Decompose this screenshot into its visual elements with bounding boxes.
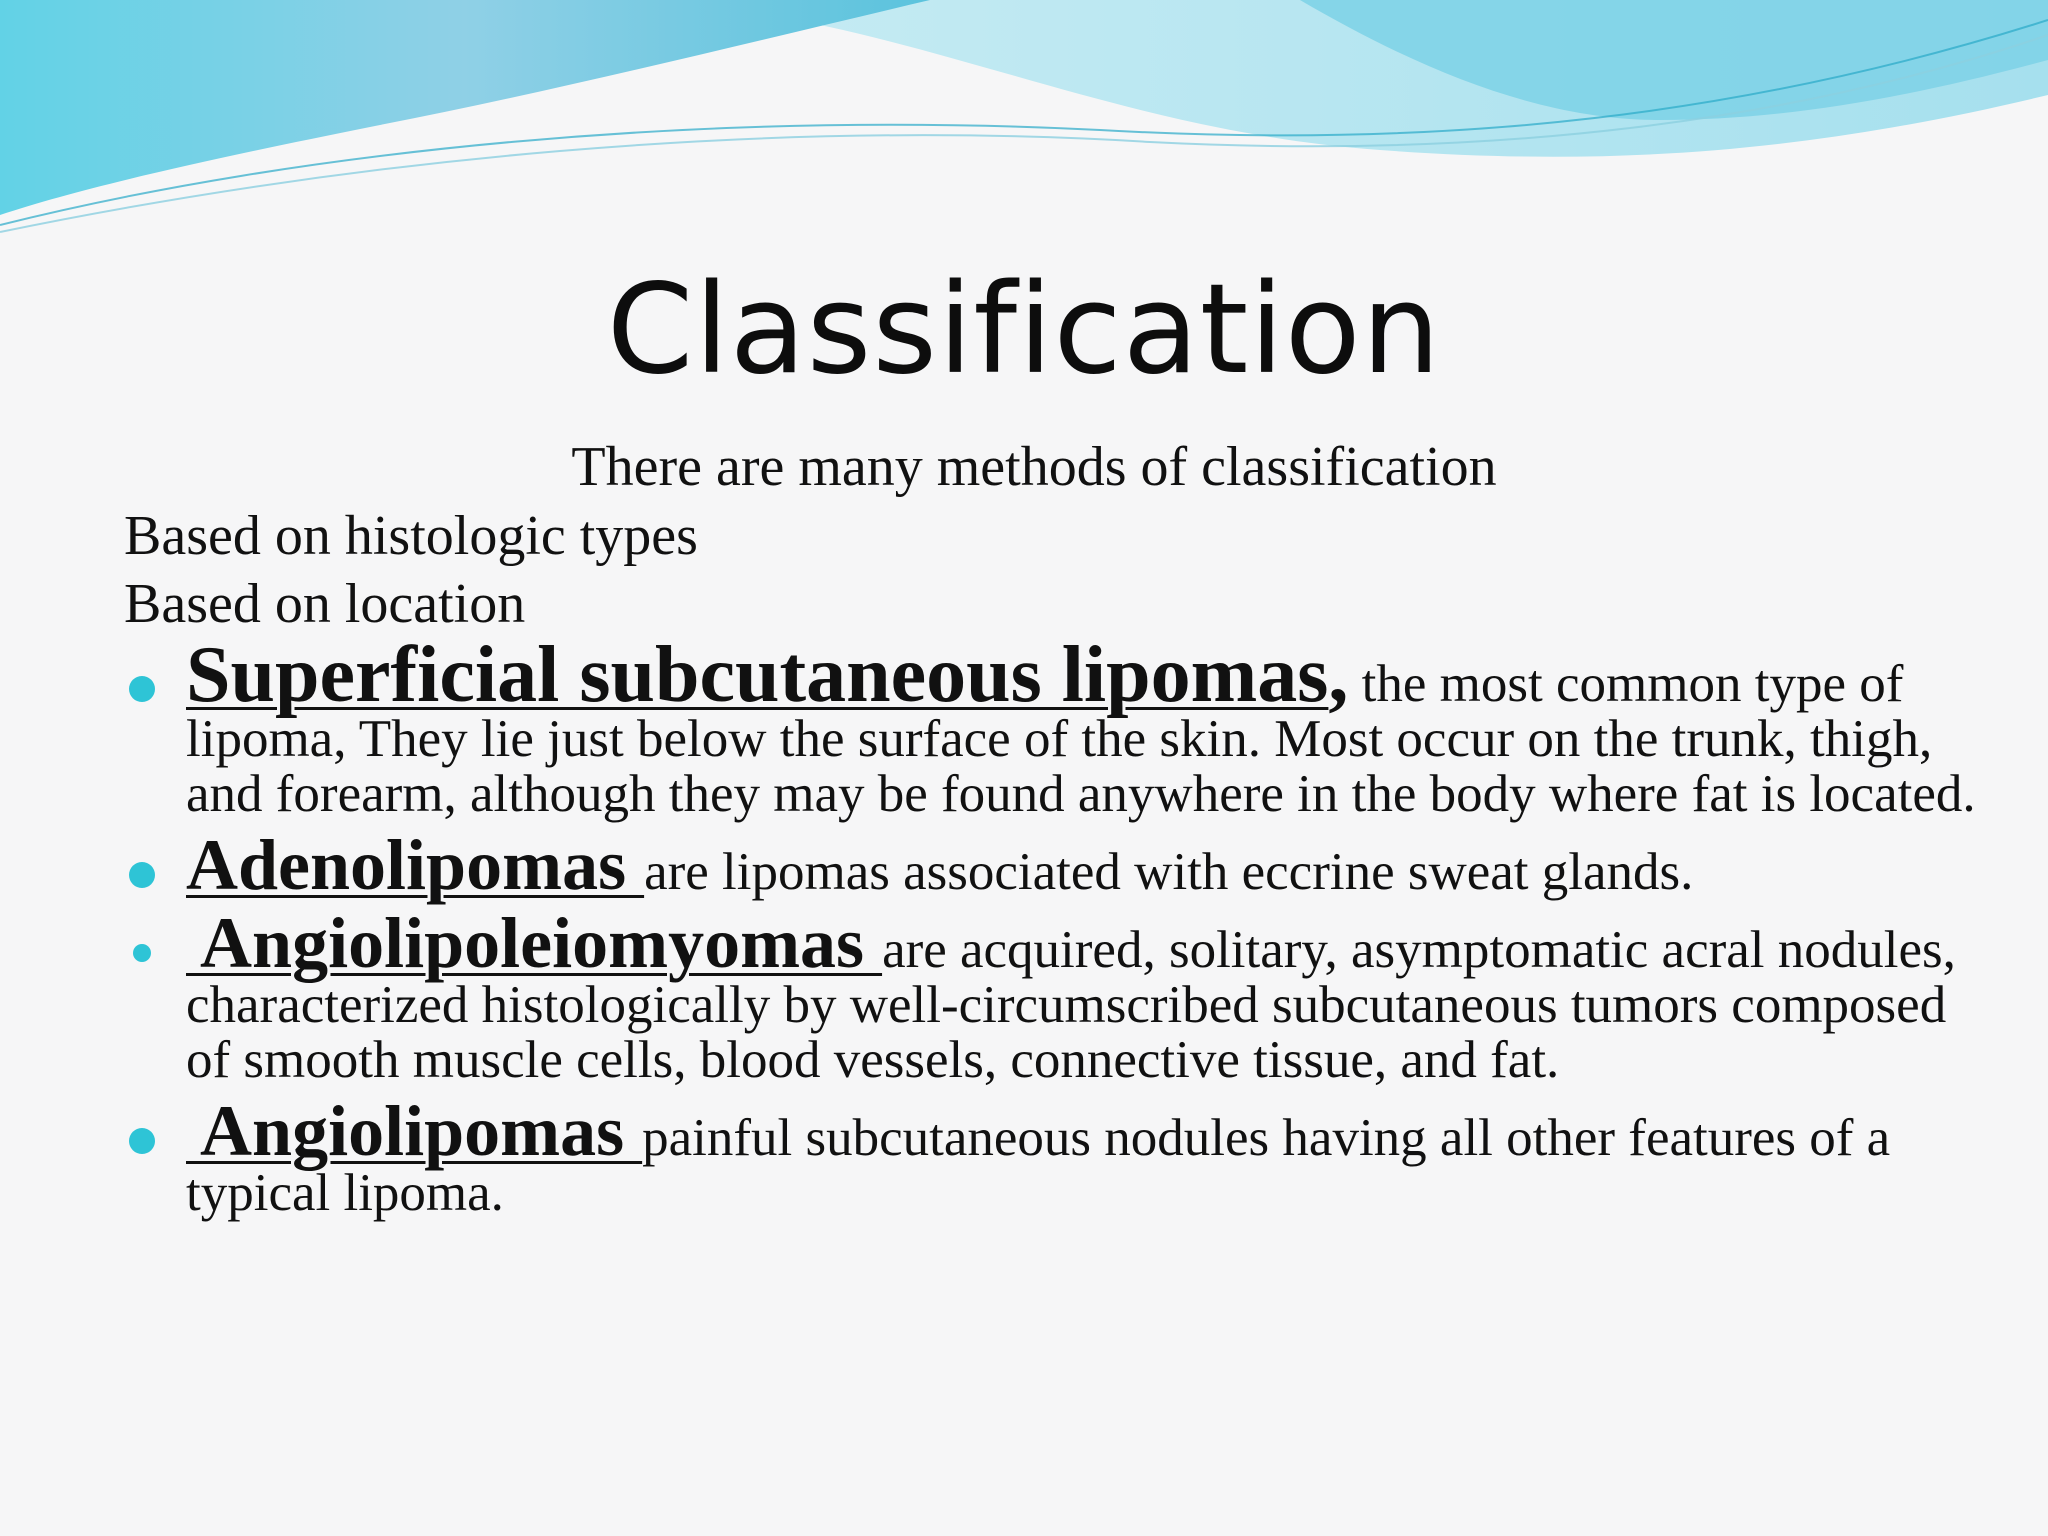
bullet-text: are lipomas associated with eccrine sweat glands. (644, 843, 1694, 901)
text-line-location: Based on location (124, 573, 526, 635)
bullet-icon (133, 944, 151, 962)
bullet-text: painful subcutaneous nodules having all other features of a typical lipoma. (186, 1109, 1891, 1222)
slide-subtitle: There are many methods of classification (571, 436, 1497, 498)
bullet-icon (129, 862, 155, 888)
term-angiolipomas: Angiolipomas (186, 1091, 643, 1171)
bullet-text: the most common type of lipoma, They lie just below the surface of the skin. Most occur on the trunk, thigh, and forearm, although they may be found anywhere in the body where fat is located. (186, 655, 1976, 823)
term-comma: , (1328, 631, 1349, 719)
bullet-icon (129, 1128, 155, 1154)
text-line-histologic: Based on histologic types (124, 505, 698, 567)
list-item (124, 1091, 1984, 1222)
list-item (124, 631, 1984, 823)
header-wave-decoration (0, 0, 2048, 240)
term-adenolipomas: Adenolipomas (186, 825, 645, 905)
bullet-text: are acquired, solitary, asymptomatic acral nodules, characterized histologically by well-circumscribed subcutaneous tumors composed of smooth muscle cells, blood vessels, connective tissue, and fat. (186, 921, 1956, 1089)
list-item (124, 825, 1984, 905)
term-angiolipoleiomyomas: Angiolipoleiomyomas (186, 903, 883, 983)
bullet-icon (129, 676, 155, 702)
list-item (124, 903, 1984, 1089)
bullet-list (124, 631, 1984, 1237)
slide-title: Classification (606, 258, 1442, 402)
term-superficial: Superficial subcutaneous lipomas (186, 631, 1329, 719)
